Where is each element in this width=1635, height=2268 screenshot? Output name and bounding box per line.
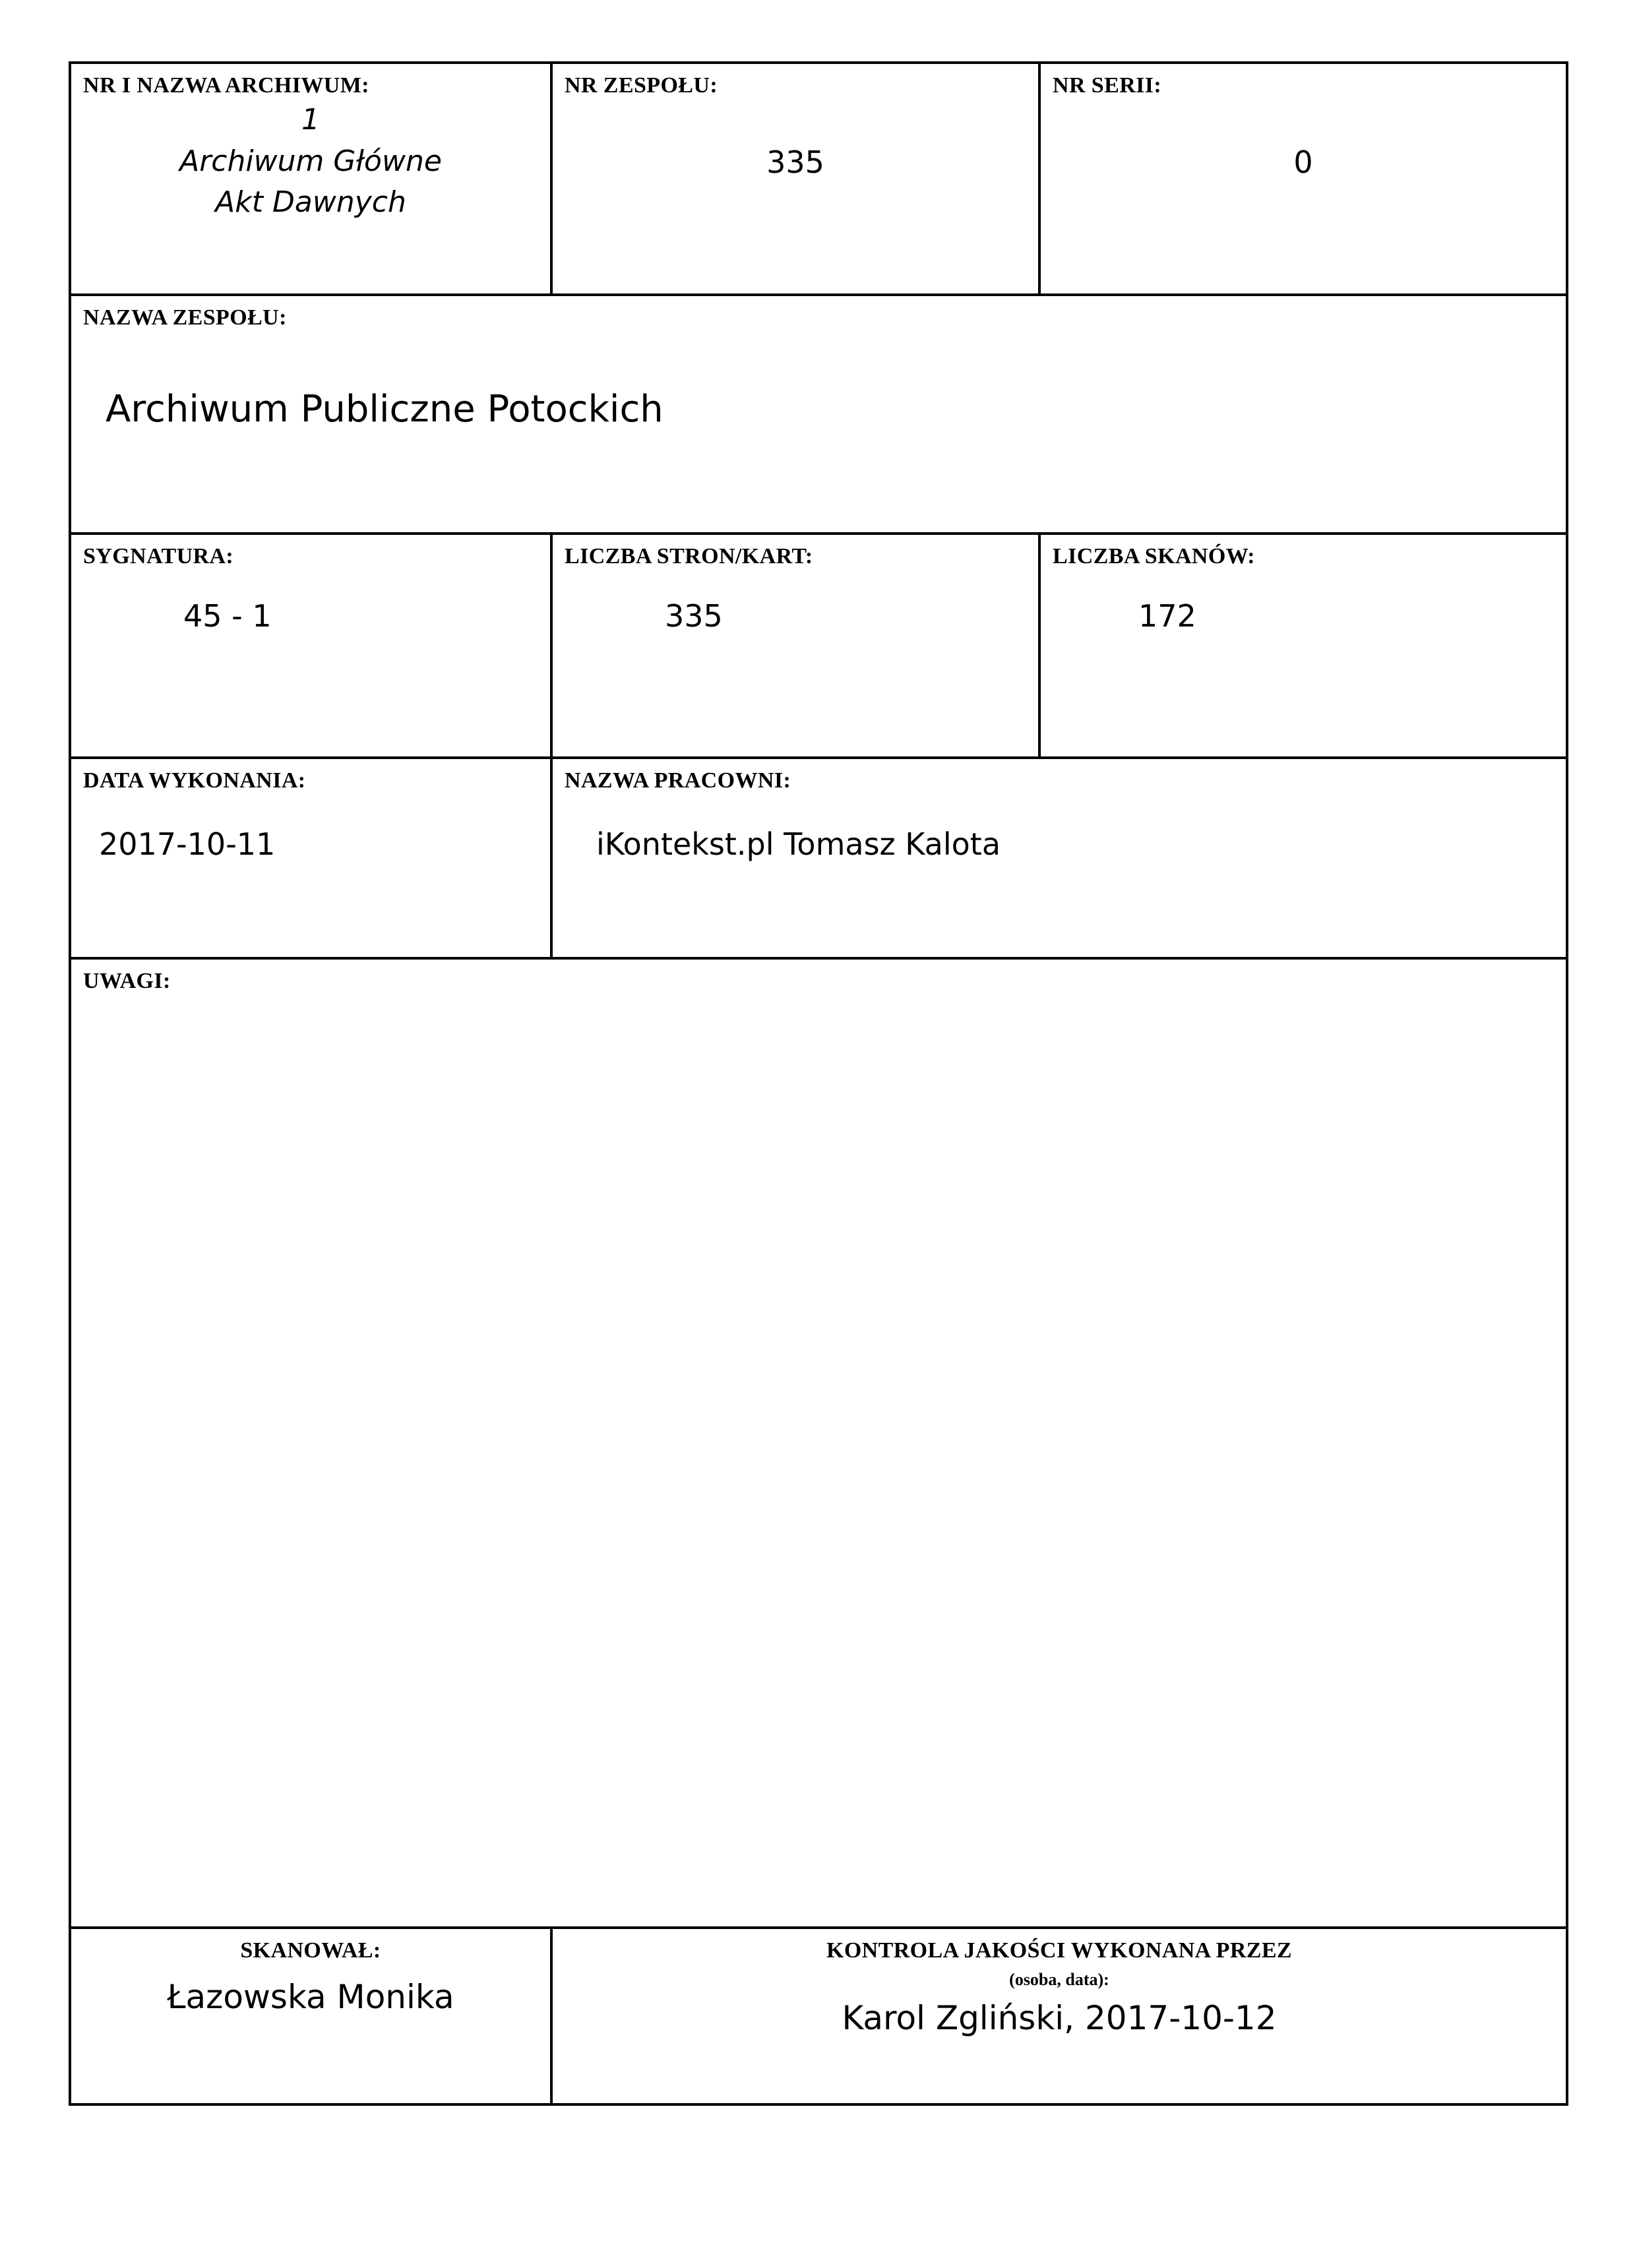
cell-archive-name bbox=[70, 63, 551, 295]
value-fonds-name: Archiwum Publiczne Potockich bbox=[106, 388, 663, 431]
label-fonds-name: NAZWA ZESPOŁU: bbox=[83, 305, 287, 330]
label-signature: SYGNATURA: bbox=[83, 544, 234, 568]
cell-execution-date bbox=[70, 758, 551, 958]
value-fonds-number: 335 bbox=[766, 144, 824, 181]
label-archive-name: NR I NAZWA ARCHIWUM: bbox=[83, 73, 369, 98]
label-quality-control: KONTROLA JAKOŚCI WYKONANA PRZEZ bbox=[826, 1938, 1293, 1963]
cell-series-number bbox=[1039, 63, 1567, 295]
cell-quality-control bbox=[551, 1928, 1567, 2104]
value-archive-name-line2: Akt Dawnych bbox=[215, 185, 406, 220]
table-row-counts bbox=[70, 534, 1567, 758]
cell-studio-name bbox=[551, 758, 1567, 958]
label-series-number: NR SERII: bbox=[1053, 73, 1162, 98]
label-notes: UWAGI: bbox=[83, 969, 171, 993]
value-studio-name: iKontekst.pl Tomasz Kalota bbox=[596, 826, 1001, 863]
cell-scans-count bbox=[1039, 534, 1567, 758]
value-execution-date: 2017-10-11 bbox=[99, 826, 276, 863]
table-row-fonds-name bbox=[70, 295, 1567, 534]
label-execution-date: DATA WYKONANIA: bbox=[83, 768, 306, 793]
value-series-number: 0 bbox=[1293, 144, 1313, 181]
cell-signature bbox=[70, 534, 551, 758]
label-scanned-by: SKANOWAŁ: bbox=[240, 1938, 381, 1963]
cell-notes bbox=[70, 958, 1567, 1928]
value-archive-name-line1: Archiwum Główne bbox=[179, 144, 442, 178]
cell-pages-count bbox=[551, 534, 1039, 758]
table-row-date-studio bbox=[70, 758, 1567, 958]
value-archive-number: 1 bbox=[301, 103, 320, 137]
table-row-notes bbox=[70, 958, 1567, 1928]
table-row-signoff bbox=[70, 1928, 1567, 2104]
value-scans-count: 172 bbox=[1138, 598, 1196, 634]
value-signature: 45 - 1 bbox=[183, 598, 272, 634]
label-pages-count: LICZBA STRON/KART: bbox=[565, 544, 813, 568]
archival-metadata-form bbox=[69, 61, 1568, 2106]
label-fonds-number: NR ZESPOŁU: bbox=[565, 73, 718, 98]
cell-fonds-number bbox=[551, 63, 1039, 295]
label-quality-control-sub: (osoba, data): bbox=[1009, 1970, 1109, 1989]
table-row-archive bbox=[70, 63, 1567, 295]
value-quality-control: Karol Zgliński, 2017-10-12 bbox=[842, 1999, 1277, 2037]
label-scans-count: LICZBA SKANÓW: bbox=[1053, 544, 1255, 568]
value-scanned-by: Łazowska Monika bbox=[167, 1978, 454, 2016]
cell-scanned-by bbox=[70, 1928, 551, 2104]
cell-fonds-name bbox=[70, 295, 1567, 534]
label-studio-name: NAZWA PRACOWNI: bbox=[565, 768, 791, 793]
value-pages-count: 335 bbox=[665, 598, 723, 634]
